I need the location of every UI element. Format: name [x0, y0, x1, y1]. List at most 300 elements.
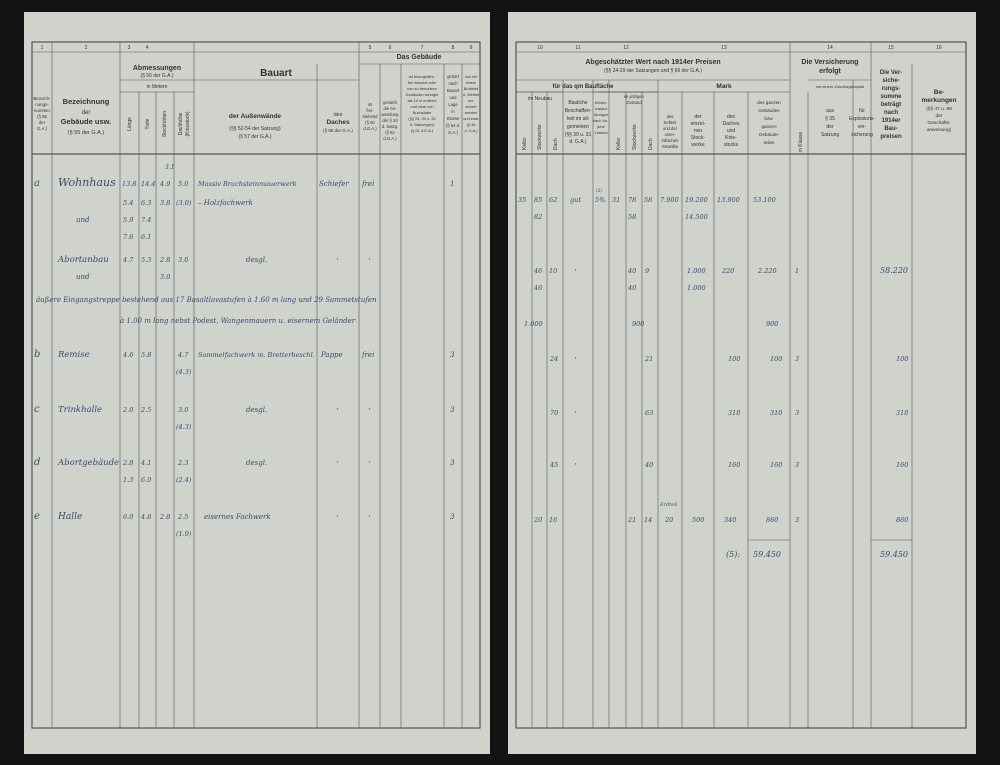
entry: 2.220: [758, 267, 777, 275]
entry: 85: [534, 196, 543, 204]
entry: ·: [574, 460, 577, 470]
colnum-2: 2: [84, 45, 88, 51]
left-handwritten-entries: [34, 164, 455, 538]
entry: (2.4): [176, 476, 192, 484]
colnum-1: 1: [40, 45, 44, 51]
colnum-15: 15: [888, 45, 894, 51]
entry: 10: [549, 267, 558, 275]
header-keller: Keller: [522, 137, 528, 150]
entry: 13.8: [122, 180, 137, 188]
entry: (4.3): [176, 368, 192, 376]
entry: Massiv Bruchsteinmauerwerk: [198, 180, 297, 188]
svg-text:ver-: ver-: [467, 99, 475, 103]
svg-text:und zwar von: und zwar von: [410, 104, 434, 109]
svg-text:Minder-: Minder-: [594, 101, 608, 105]
svg-text:d. Satzungen): d. Satzungen): [409, 122, 435, 127]
entry: ·: [336, 255, 339, 265]
colnum-4: 4: [145, 45, 149, 51]
svg-text:preisen: preisen: [880, 134, 902, 140]
entry: 70: [550, 409, 559, 417]
header-m2: [691, 114, 706, 148]
header-abgeschaetzt: Abgeschätzter Wert nach 1914er Preisen: [585, 59, 721, 66]
colnum-10: 10: [537, 45, 543, 51]
svg-text:wendung: wendung: [381, 112, 399, 117]
svg-text:des: des: [333, 112, 343, 118]
entry: 78: [628, 196, 637, 204]
entry: 1.000: [687, 284, 706, 292]
entry: 16: [549, 516, 558, 524]
entry: 40: [628, 284, 637, 292]
svg-text:der § 34: der § 34: [382, 118, 398, 123]
header-m3: [723, 114, 740, 148]
entry: ·: [368, 405, 371, 415]
entry: 1: [795, 267, 800, 275]
header-im-jetzigen-2: Zustand: [626, 100, 642, 105]
entry: 9: [645, 267, 650, 275]
entry: 160: [896, 461, 909, 469]
svg-text:und der: und der: [662, 126, 678, 131]
header-bemerkungen: [921, 89, 956, 133]
colnum-16: 16: [936, 45, 942, 51]
svg-text:bzw.: bzw.: [764, 116, 774, 121]
svg-text:stehend: stehend: [362, 114, 378, 119]
entry: 2.8: [160, 513, 171, 521]
svg-text:werden: werden: [464, 111, 478, 115]
entry: 3: [450, 459, 455, 467]
svg-text:Buchstabe: Buchstabe: [412, 110, 432, 115]
left-ledger-sheet: [24, 12, 490, 754]
header-stockwerke: Stockwerke: [537, 124, 543, 150]
svg-text:Bauart: Bauart: [446, 88, 460, 93]
header-im-neubau: im Neubau: [527, 96, 553, 102]
right-handwritten-entries: [518, 187, 908, 559]
svg-text:§ 35: § 35: [825, 116, 835, 122]
entry: 40: [628, 267, 637, 275]
entry: 58: [628, 213, 637, 221]
colnum-14: 14: [827, 45, 833, 51]
entry: 5.9: [123, 216, 134, 224]
header-bezeichnung-nr: [33, 96, 51, 131]
entry: 4.9: [160, 180, 171, 188]
svg-text:Klasse: Klasse: [446, 116, 460, 121]
svg-text:unter-: unter-: [664, 132, 676, 137]
svg-text:sicherung: sicherung: [851, 132, 873, 138]
svg-text:irdischen: irdischen: [661, 138, 679, 143]
svg-text:werke: werke: [691, 142, 705, 148]
svg-text:Daches: Daches: [722, 121, 740, 127]
entry: 1.000: [687, 267, 706, 275]
entry: 500: [692, 516, 705, 524]
entry: 20: [534, 516, 543, 524]
svg-text:(§ 55 der G.A.): (§ 55 der G.A.): [67, 130, 105, 136]
svg-text:Satzung: Satzung: [820, 132, 840, 138]
svg-text:Bau-: Bau-: [884, 126, 898, 132]
entry: 900: [766, 320, 779, 328]
entry: 62: [549, 196, 558, 204]
entry: (3.0): [176, 199, 192, 207]
entry: ·: [336, 405, 339, 415]
entry: 4.1: [141, 459, 152, 467]
entry: 20: [665, 516, 674, 524]
svg-text:heit im all-: heit im all-: [566, 116, 590, 122]
entry: 310: [896, 409, 909, 417]
header-col9: [446, 74, 460, 135]
svg-text:die An-: die An-: [383, 106, 397, 111]
svg-text:nummer: nummer: [33, 108, 51, 113]
entry: gut: [570, 196, 581, 204]
entry: 3.1: [165, 164, 175, 171]
colnum-8: 8: [451, 45, 455, 51]
entry: 100: [728, 355, 741, 363]
entry: 46: [534, 284, 543, 292]
header-aus: [821, 108, 840, 138]
svg-text:G.A.): G.A.): [448, 130, 458, 135]
svg-text:nach: nach: [883, 110, 899, 116]
entry: (5): [596, 189, 603, 194]
entry: 1.3: [123, 476, 134, 484]
entry: 6.0: [123, 513, 134, 521]
svg-text:ist feuergefähr-: ist feuergefähr-: [408, 74, 436, 79]
svg-text:Gewölbe: Gewölbe: [661, 144, 679, 149]
entry: ·: [574, 408, 577, 418]
svg-text:anweisung): anweisung): [926, 128, 952, 133]
entry: 3: [795, 409, 800, 417]
svg-text:Stock-: Stock-: [690, 135, 706, 141]
entry: Remise: [58, 350, 90, 360]
svg-text:der: der: [826, 124, 834, 130]
svg-text:Lage: Lage: [448, 102, 458, 107]
header-abgeschaetzt-sub: (§§ 24-29 der Satzungen und § 66 der G.A.): [604, 68, 702, 74]
entry: 100: [770, 355, 783, 363]
svg-text:der Außenwände: der Außenwände: [228, 113, 282, 120]
header-col8: [406, 74, 440, 133]
header-tiefe: Tiefe: [145, 118, 151, 130]
entry: (1.9): [176, 530, 192, 538]
entry: 3: [450, 406, 455, 414]
entry: 220: [722, 267, 735, 275]
svg-text:(§ 60: (§ 60: [365, 120, 375, 125]
entry: 58: [644, 196, 653, 204]
svg-text:der: der: [935, 114, 943, 119]
right-column-numbers: [537, 45, 942, 51]
entry: ·: [368, 458, 371, 468]
entry: 82: [534, 213, 543, 221]
entry: d: [34, 457, 41, 468]
svg-text:zustand: zustand: [594, 107, 608, 111]
entry: 35: [518, 196, 527, 204]
colnum-12: 12: [623, 45, 629, 51]
entry: b: [34, 349, 41, 360]
svg-text:Bauliche: Bauliche: [568, 100, 588, 106]
header-dach: Dach: [553, 138, 559, 150]
svg-text:gehört: gehört: [447, 74, 459, 79]
entry: desgl.: [246, 459, 268, 467]
svg-text:jahre: jahre: [597, 125, 605, 129]
svg-text:(§ 64 d.: (§ 64 d.: [445, 123, 461, 128]
entry: – Holzfachwerk: [198, 199, 253, 207]
entry: 14.4: [141, 180, 156, 188]
entry: 2.8: [123, 459, 134, 467]
entry: 4.7: [178, 351, 189, 359]
header-minder: [593, 101, 609, 135]
entry: 160: [728, 461, 741, 469]
entry: 19.200: [685, 196, 708, 204]
svg-text:lich benutzt oder: lich benutzt oder: [407, 80, 437, 85]
entry: ·: [336, 512, 339, 522]
entry: Trinkhalle: [58, 405, 103, 415]
entry: 3: [450, 351, 455, 359]
header-keller-2: Keller: [616, 137, 622, 150]
entry: 7.4: [141, 216, 152, 224]
svg-text:d. G.A.): d. G.A.): [569, 139, 587, 145]
entry: 5.3: [141, 256, 152, 264]
svg-text:des ganzen: des ganzen: [757, 100, 781, 105]
header-das-gebaeude: Das Gebäude: [396, 54, 442, 61]
svg-text:ist: ist: [367, 102, 373, 107]
entry: ·: [368, 512, 371, 522]
entry: 900: [632, 320, 645, 328]
entry: Abortanbau: [58, 255, 109, 265]
header-col10: [463, 75, 480, 133]
svg-text:für: für: [859, 108, 865, 114]
entry: 4.8: [141, 513, 152, 521]
entry: Pappe: [321, 351, 343, 359]
header-bauart: Bauart: [260, 68, 292, 79]
svg-text:der: der: [694, 114, 702, 120]
svg-text:Abzügen: Abzügen: [593, 113, 609, 117]
colnum-7: 7: [420, 45, 424, 51]
svg-text:der: der: [38, 120, 46, 125]
entry: 7.900: [660, 196, 679, 204]
entry: 3.0: [178, 406, 189, 414]
entry: à 1.00 m lang nebst Podest, Wangenmauern u. eisernem Geländer: [120, 317, 356, 325]
colnum-9: 9: [469, 45, 473, 51]
entry: frei: [362, 351, 375, 359]
left-grid-lines: [32, 42, 480, 728]
svg-text:nach: nach: [448, 81, 458, 86]
svg-text:Knie-: Knie-: [725, 135, 737, 141]
entry: 14: [644, 516, 653, 524]
entry: äußere Eingangstreppe bestehend aus 17 Basaltlavastufen à 1.60 m lang und 29 Sammetstufen: [36, 296, 377, 304]
entry: 5.8: [141, 351, 152, 359]
entry: 860: [766, 516, 779, 524]
svg-text:(§ 55: (§ 55: [36, 114, 48, 119]
header-col6: [363, 102, 379, 131]
svg-text:merkungen: merkungen: [921, 97, 957, 104]
entry: 160: [770, 461, 783, 469]
right-ledger-sheet: [508, 12, 976, 754]
svg-text:des: des: [666, 114, 674, 119]
header-abmessungen: [133, 65, 181, 90]
header-bauliche: [565, 100, 592, 145]
header-dach-2: Dach: [648, 138, 654, 150]
svg-text:rungs-: rungs-: [881, 86, 901, 92]
entry: ·: [368, 255, 371, 265]
entry: 45: [550, 461, 559, 469]
svg-text:sichert: sichert: [465, 105, 477, 109]
entry: 310: [770, 409, 783, 417]
entry: 4.7: [123, 256, 134, 264]
colnum-6: 6: [388, 45, 392, 51]
entry: ·: [336, 458, 339, 468]
entry: 100: [896, 355, 909, 363]
entry: 310: [728, 409, 741, 417]
entry: 2.8: [160, 256, 171, 264]
svg-text:und: und: [726, 128, 736, 134]
svg-text:1914er: 1914er: [881, 118, 901, 124]
svg-text:Gebäude-: Gebäude-: [758, 132, 780, 137]
svg-text:einem: einem: [465, 81, 477, 85]
svg-text:G.A.): G.A.): [36, 126, 48, 131]
header-m1: [662, 114, 679, 149]
svg-text:und zwar: und zwar: [463, 117, 479, 121]
svg-text:teiles: teiles: [763, 140, 775, 145]
header-laenge: Länge: [127, 117, 133, 131]
entry: c: [34, 404, 40, 415]
entry: Erdteil: [660, 502, 678, 508]
entry: 40: [645, 461, 654, 469]
entry: 31: [612, 196, 621, 204]
svg-text:summe: summe: [880, 94, 902, 100]
entry: 860: [896, 516, 909, 524]
entry: (5):: [726, 550, 741, 559]
svg-text:(§§ 30 u. 31: (§§ 30 u. 31: [564, 132, 592, 138]
svg-text:nen: nen: [693, 128, 703, 134]
svg-text:(§ 61 d.G.A.): (§ 61 d.G.A.): [410, 128, 434, 133]
entry: 53.100: [753, 196, 776, 204]
svg-text:Be-: Be-: [933, 89, 945, 96]
svg-text:Brückteil: Brückteil: [463, 87, 479, 91]
entry: e: [34, 511, 40, 522]
svg-text:Kellers: Kellers: [663, 120, 677, 125]
svg-text:(§§ 24, 33 u. 34: (§§ 24, 33 u. 34: [408, 116, 436, 121]
entry: 6.3: [141, 199, 152, 207]
svg-text:(§ 57 der G.A.): (§ 57 der G.A.): [238, 134, 272, 140]
entry: ·: [574, 266, 577, 276]
header-bezeichnung: [61, 97, 112, 136]
svg-text:(§ 62: (§ 62: [385, 130, 395, 135]
entry: Wohnhaus: [58, 176, 116, 189]
svg-text:nungs-: nungs-: [35, 102, 49, 107]
entry: 7.6: [123, 233, 134, 241]
entry: Abortgebäude: [58, 458, 120, 468]
svg-text:als 10 m entfernt: als 10 m entfernt: [407, 98, 437, 103]
left-ledger-page: [24, 12, 490, 754]
svg-text:Zustand: Zustand: [594, 131, 608, 135]
svg-text:in Metern: in Metern: [146, 84, 168, 90]
svg-text:genießt: genießt: [383, 100, 397, 105]
colnum-13: 13: [721, 45, 727, 51]
svg-text:nach Vor-: nach Vor-: [593, 119, 609, 123]
svg-text:Bezeichnung: Bezeichnung: [62, 97, 110, 106]
header-mark: Mark: [716, 83, 732, 90]
svg-text:frei-: frei-: [366, 108, 374, 113]
entry: 13.900: [717, 196, 740, 204]
svg-text:(§ 56 der G.A.): (§ 56 der G.A.): [140, 73, 174, 79]
svg-text:d. Wertes: d. Wertes: [462, 93, 480, 97]
entry: 6.0: [141, 476, 152, 484]
entry: desgl.: [246, 256, 268, 264]
header-im-jetzigen-1: im jetzigen: [623, 94, 645, 99]
entry: a: [34, 178, 40, 189]
svg-text:(§ 46: (§ 46: [466, 123, 476, 127]
svg-text:soll mit: soll mit: [465, 75, 477, 79]
entry: 2.3: [178, 459, 189, 467]
header-versicherung-2: erfolgt: [819, 68, 841, 75]
header-dachhoehe-2: (Kniestock): [185, 111, 191, 137]
left-headers: [33, 54, 479, 141]
entry: eisernes Fachwerk: [204, 513, 271, 521]
svg-text:siche-: siche-: [882, 78, 900, 84]
svg-text:aus: aus: [825, 108, 835, 114]
svg-text:der: der: [81, 110, 91, 116]
entry: 5%: [595, 196, 606, 204]
svg-text:Gebäudes: Gebäudes: [758, 108, 780, 113]
entry: Schiefer: [319, 180, 349, 188]
entry: 21: [645, 355, 654, 363]
entry: 3.0: [160, 273, 171, 281]
entry: 2.5: [178, 513, 189, 521]
svg-text:gemeinen: gemeinen: [567, 124, 589, 130]
header-versicherung-1: Die Versicherung: [801, 59, 859, 66]
colnum-3: 3: [127, 45, 131, 51]
entry: 4.6: [123, 351, 134, 359]
entry: 6.1: [141, 233, 152, 241]
header-stockhoehen: Stockhöhen: [162, 110, 168, 138]
svg-text:Bezeich-: Bezeich-: [33, 96, 51, 101]
header-stockwerke-2: Stockwerke: [632, 124, 638, 150]
svg-text:Die Ver-: Die Ver-: [879, 70, 903, 76]
entry: 3: [795, 516, 800, 524]
svg-text:ver-: ver-: [857, 124, 867, 130]
svg-text:Abmessungen: Abmessungen: [132, 65, 182, 72]
entry: frei: [362, 180, 375, 188]
entry: Sammelfachwerk m. Bretterbeschl.: [198, 351, 315, 359]
left-column-numbers: [41, 45, 473, 51]
header-summe: [880, 70, 902, 140]
header-daches: [323, 112, 353, 133]
entry: 3: [795, 461, 800, 469]
svg-text:d.G.A.): d.G.A.): [383, 136, 397, 141]
entry: 24: [550, 355, 559, 363]
svg-text:Geschäfts-: Geschäfts-: [927, 121, 951, 126]
svg-text:d.G.A.): d.G.A.): [363, 126, 377, 131]
svg-text:(§ 58 der G.A.): (§ 58 der G.A.): [323, 128, 353, 133]
header-aussenwaende: [229, 113, 282, 140]
entry: 2.0: [123, 406, 134, 414]
entry: 2.5: [141, 406, 152, 414]
svg-text:Explosions-: Explosions-: [849, 116, 875, 122]
entry: 58.220: [880, 266, 908, 275]
svg-text:(§§ 52-54 der Satzung): (§§ 52-54 der Satzung): [229, 126, 281, 132]
svg-text:(§§ 47 u. 68: (§§ 47 u. 68: [926, 107, 952, 112]
svg-text:und: und: [449, 95, 457, 100]
entry: 46: [534, 267, 543, 275]
entry: 3: [450, 513, 455, 521]
svg-text:des: des: [726, 114, 736, 120]
svg-text:d. G.A.): d. G.A.): [464, 129, 478, 133]
svg-text:d. Satzg.: d. Satzg.: [381, 124, 399, 129]
svg-text:von so benutzten: von so benutzten: [407, 86, 437, 91]
entry: 5.4: [123, 199, 134, 207]
right-ledger-page: [508, 12, 976, 754]
entry: 5.0: [178, 180, 189, 188]
entry: 3.0: [178, 256, 189, 264]
entry: und: [76, 216, 90, 224]
entry: 14.500: [685, 213, 708, 221]
svg-text:ganzen: ganzen: [761, 124, 777, 129]
svg-text:stocks: stocks: [723, 142, 739, 148]
